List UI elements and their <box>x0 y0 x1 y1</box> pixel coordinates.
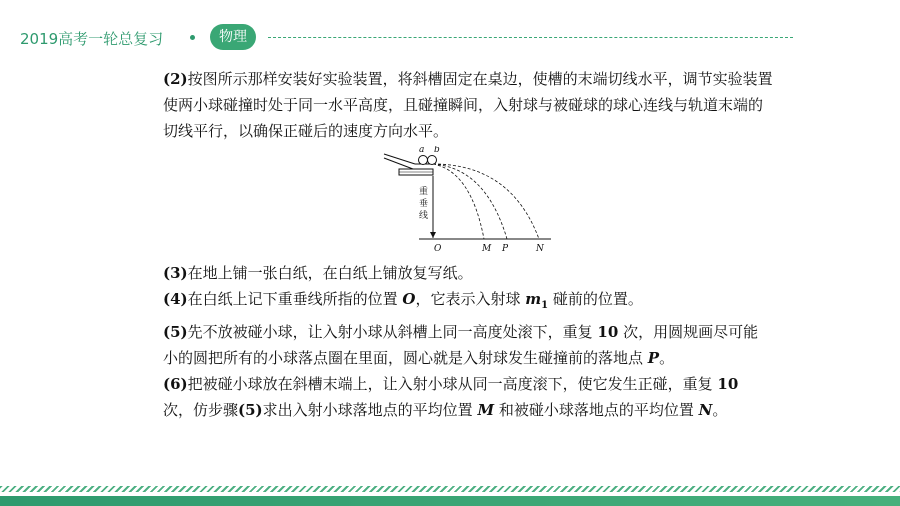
step-text: 。 <box>712 401 728 419</box>
symbol-N: N <box>698 401 713 419</box>
footer-bar <box>0 496 900 506</box>
step-text: 把被碰小球放在斜槽末端上，让入射小球从同一高度滚下，使它发生正碰，重复 <box>187 375 718 393</box>
count-ten: 10 <box>597 323 619 341</box>
experiment-diagram <box>381 146 553 256</box>
step-text: 在白纸上记下重垂线所指的位置 <box>187 290 403 308</box>
symbol-subscript: 1 <box>541 300 549 311</box>
label-a: a <box>419 146 425 155</box>
plumb-label-2: 垂 <box>419 199 429 209</box>
step-text: ，它表示入射球 <box>415 290 526 308</box>
ramp-top <box>384 154 415 164</box>
trajectory-p <box>433 164 507 239</box>
bullet-dot <box>190 35 195 40</box>
paragraph-step-6 <box>163 371 773 423</box>
step-number: (2) <box>163 70 188 88</box>
step-text: 次，仿步骤 <box>163 401 239 419</box>
footer-stripe <box>0 486 900 492</box>
ramp-bottom <box>384 158 413 169</box>
paragraph-step-5 <box>163 319 773 371</box>
paragraph-step-4 <box>163 286 773 319</box>
content-top <box>163 66 773 144</box>
paragraph-step-3 <box>163 260 773 286</box>
ball-a <box>419 156 428 165</box>
step-text: 碰前的位置。 <box>548 290 643 308</box>
label-b: b <box>434 146 440 155</box>
page-header <box>20 24 780 52</box>
count-ten: 10 <box>717 375 739 393</box>
symbol-M: M <box>477 401 495 419</box>
step-text: 在地上铺一张白纸，在白纸上铺放复写纸。 <box>187 264 473 282</box>
symbol-P: P <box>647 349 660 367</box>
brand-title: 2019高考一轮总复习 <box>20 30 164 48</box>
symbol-m: m <box>525 290 542 308</box>
step-text: 求出入射小球落地点的平均位置 <box>262 401 478 419</box>
label-O: O <box>434 244 442 254</box>
step-reference: (5) <box>238 401 263 419</box>
subject-badge: 物理 <box>210 24 256 50</box>
trajectory-m <box>433 164 484 239</box>
ball-b <box>428 156 437 165</box>
symbol-O: O <box>402 290 416 308</box>
paragraph-step-2 <box>163 66 773 144</box>
content-bottom <box>163 260 773 423</box>
step-number: (3) <box>163 264 188 282</box>
plumb-arrow <box>430 232 436 238</box>
step-number: (6) <box>163 375 188 393</box>
label-P: P <box>502 244 509 254</box>
step-number: (4) <box>163 290 188 308</box>
plumb-label-1: 重 <box>419 187 429 197</box>
label-M: M <box>482 244 492 254</box>
trajectory-n <box>433 164 539 239</box>
step-text: 和被碰小球落地点的平均位置 <box>494 401 699 419</box>
plumb-label-3: 线 <box>419 211 429 221</box>
step-text: 。 <box>659 349 675 367</box>
step-text: 先不放被碰小球，让入射小球从斜槽上同一高度处滚下，重复 <box>187 323 598 341</box>
step-number: (5) <box>163 323 188 341</box>
step-text: 按图所示那样安装好实验装置，将斜槽固定在桌边，使槽的末端切线水平，调节实验装置使两小球碰撞时处于同一水平高度，且碰撞瞬间，入射球与被碰球的球心连线与轨道末端的切线平行，以确保正碰后的速度方向水平。 <box>163 70 773 140</box>
label-N: N <box>536 244 544 254</box>
header-divider <box>268 37 793 38</box>
step-text: 次，用圆规画尽可能小的圆把所有的小球落点圈在里面，圆心就是入射球发生碰撞前的落地点 <box>163 323 759 367</box>
